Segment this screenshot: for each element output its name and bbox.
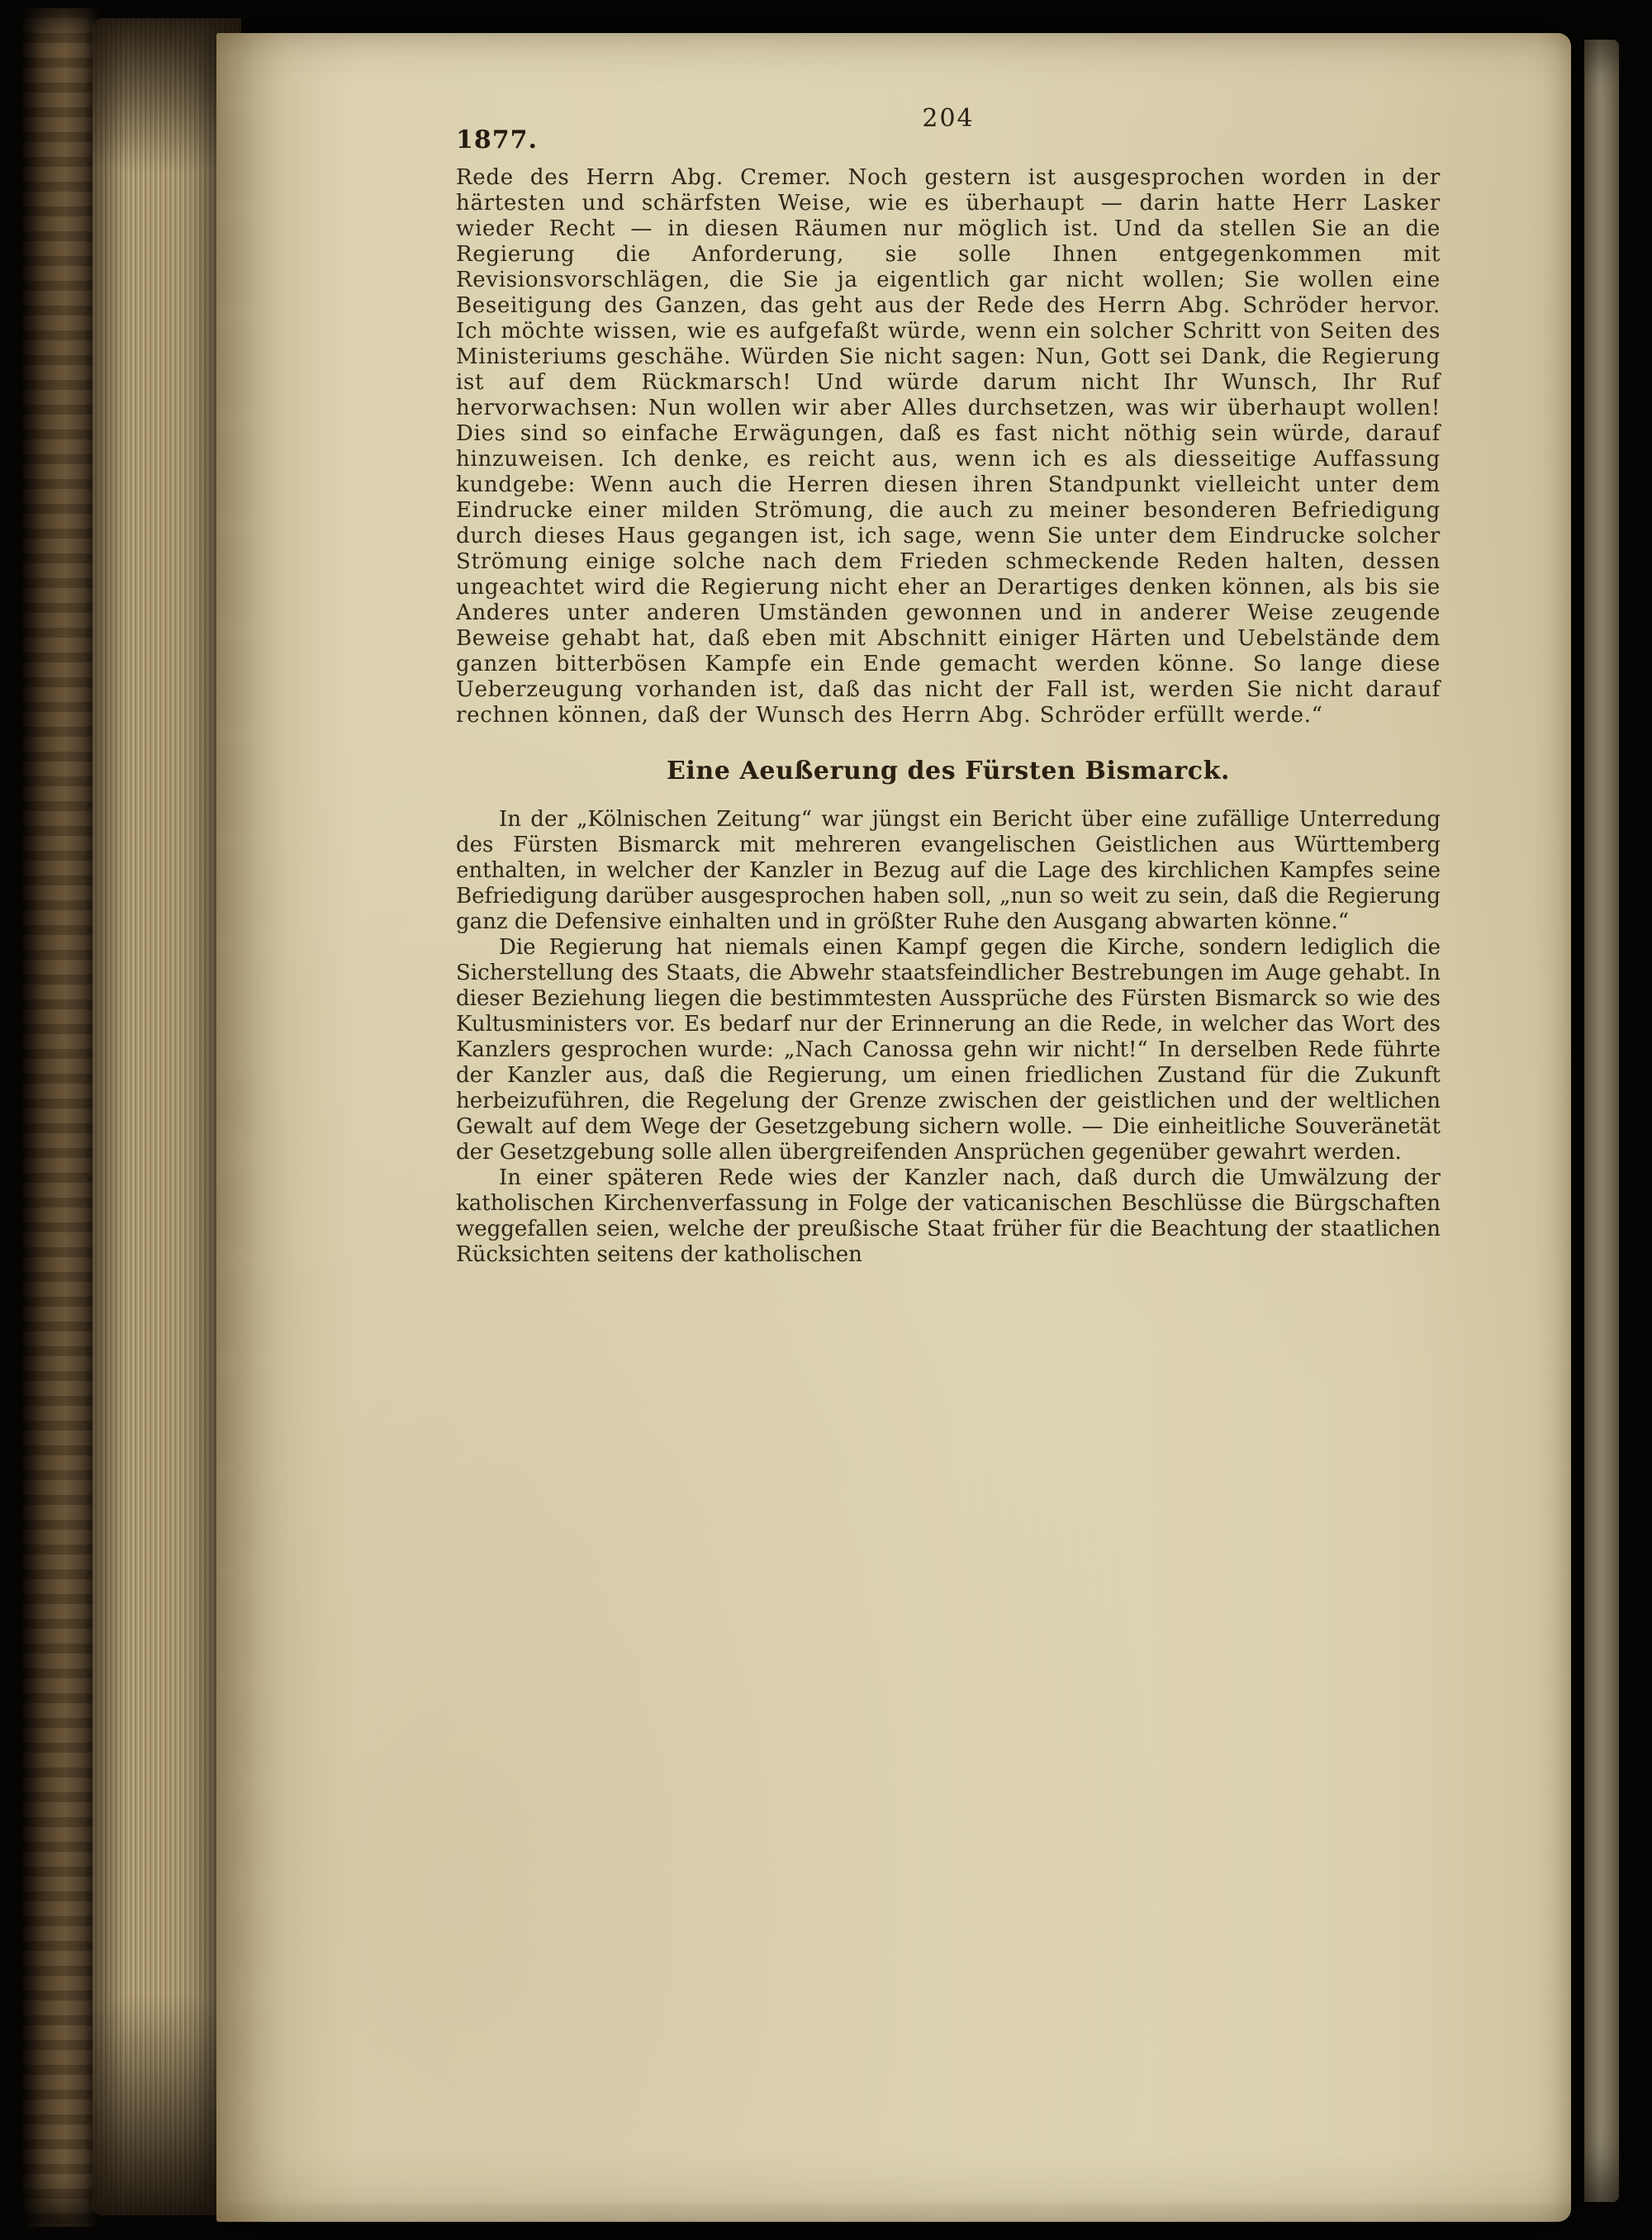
speech-paragraph: Rede des Herrn Abg. Cremer. Noch gestern ist ausgesprochen worden in der härtesten und schärfsten Weise, wie es überhaupt — darin hatte Herr Lasker wieder Recht — in diesen Räumen nur möglich ist. Und da stellen Sie an die Regierung die Anforderung, sie solle Ihnen entgegenkommen mit Revisionsvorschlägen, die Sie ja eigentlich gar nicht wollen; Sie wollen eine Beseitigung des Ganzen, das geht aus der Rede des Herrn Abg. Schröder hervor. Ich möchte wissen, wie es aufgefaßt würde, wenn ein solcher Schritt von Seiten des Ministeriums geschähe. Würden Sie nicht sagen: Nun, Gott sei Dank, die Regierung ist auf dem Rückmarsch! Und würde darum nicht Ihr Wunsch, Ihr Ruf hervorwachsen: Nun wollen wir aber Alles durchsetzen, was wir überhaupt wollen! Dies sind so einfache Erwägungen, daß es fast nicht nöthig sein würde, darauf hinzuweisen. Ich denke, es reicht aus, wenn ich es als diesseitige Auffassung kundgebe: Wenn auch die Herren diesen ihren Standpunkt vielleicht unter dem Eindrucke einer milden Strömung, die auch zu meiner besonderen Befriedigung durch dieses Haus gegangen ist, ich sage, wenn Sie unter dem Eindrucke solcher Strömung einige solche nach dem Frieden schmeckende Reden halten, dessen ungeachtet wird die Regierung nicht eher an Derartiges denken können, als bis sie Anderes unter anderen Umständen gewonnen und in anderer Weise zeugende Beweise gehabt hat, daß eben mit Abschnitt einiger Härten und Uebelstände dem ganzen bitterbösen Kampfe ein Ende gemacht werden könne. So lange diese Ueberzeugung vorhanden ist, daß das nicht der Fall ist, werden Sie nicht darauf rechnen können, daß der Wunsch des Herrn Abg. Schröder erfüllt werde.“ (456, 165, 1441, 728)
body-paragraph: In der „Kölnischen Zeitung“ war jüngst ein Bericht über eine zufällige Unterredung des Fürsten Bismarck mit mehreren evangelischen Geistlichen aus Württemberg enthalten, in welcher der Kanzler in Bezug auf die Lage des kirchlichen Kampfes seine Befriedigung darüber ausgesprochen haben soll, „nun so weit zu sein, daß die Regierung ganz die Defensive einhalten und in größter Ruhe den Ausgang abwarten könne.“ (456, 807, 1441, 934)
section-heading: Eine Aeußerung des Fürsten Bismarck. (666, 757, 1231, 785)
body-paragraph: In einer späteren Rede wies der Kanzler nach, daß durch die Umwälzung der katholischen Kirchenverfassung in Folge der vaticanischen Beschlüsse die Bürgschaften weggefallen seien, welche der preußische Staat früher für die Beachtung der staatlichen Rücksichten seitens der katholischen (456, 1165, 1441, 1267)
margin-year-label: 1877. (456, 126, 538, 154)
book-spine (23, 8, 99, 2227)
adjacent-page-edge (1584, 40, 1619, 2202)
page-number: 204 (922, 104, 975, 133)
text-column (456, 165, 1441, 1268)
body-paragraph: Die Regierung hat niemals einen Kampf gegen die Kirche, sondern lediglich die Sicherstellung des Staats, die Abwehr staatsfeindlicher Bestrebungen im Auge gehabt. In dieser Beziehung liegen die bestimmtesten Aussprüche des Fürsten Bismarck so wie des Kultusministers vor. Es bedarf nur der Erinnerung an die Rede, in welcher das Wort des Kanzlers gesprochen wurde: „Nach Canossa gehn wir nicht!“ In derselben Rede führte der Kanzler aus, daß die Regierung, um einen friedlichen Zustand für die Zukunft herbeizuführen, die Regelung der Grenze zwischen der geistlichen und der weltlichen Gewalt auf dem Wege der Gesetzgebung sichern wolle. — Die einheitliche Souveränetät der Gesetzgebung solle allen übergreifenden Ansprüchen gegenüber gewahrt werden. (456, 935, 1441, 1165)
book-page (216, 33, 1571, 2222)
